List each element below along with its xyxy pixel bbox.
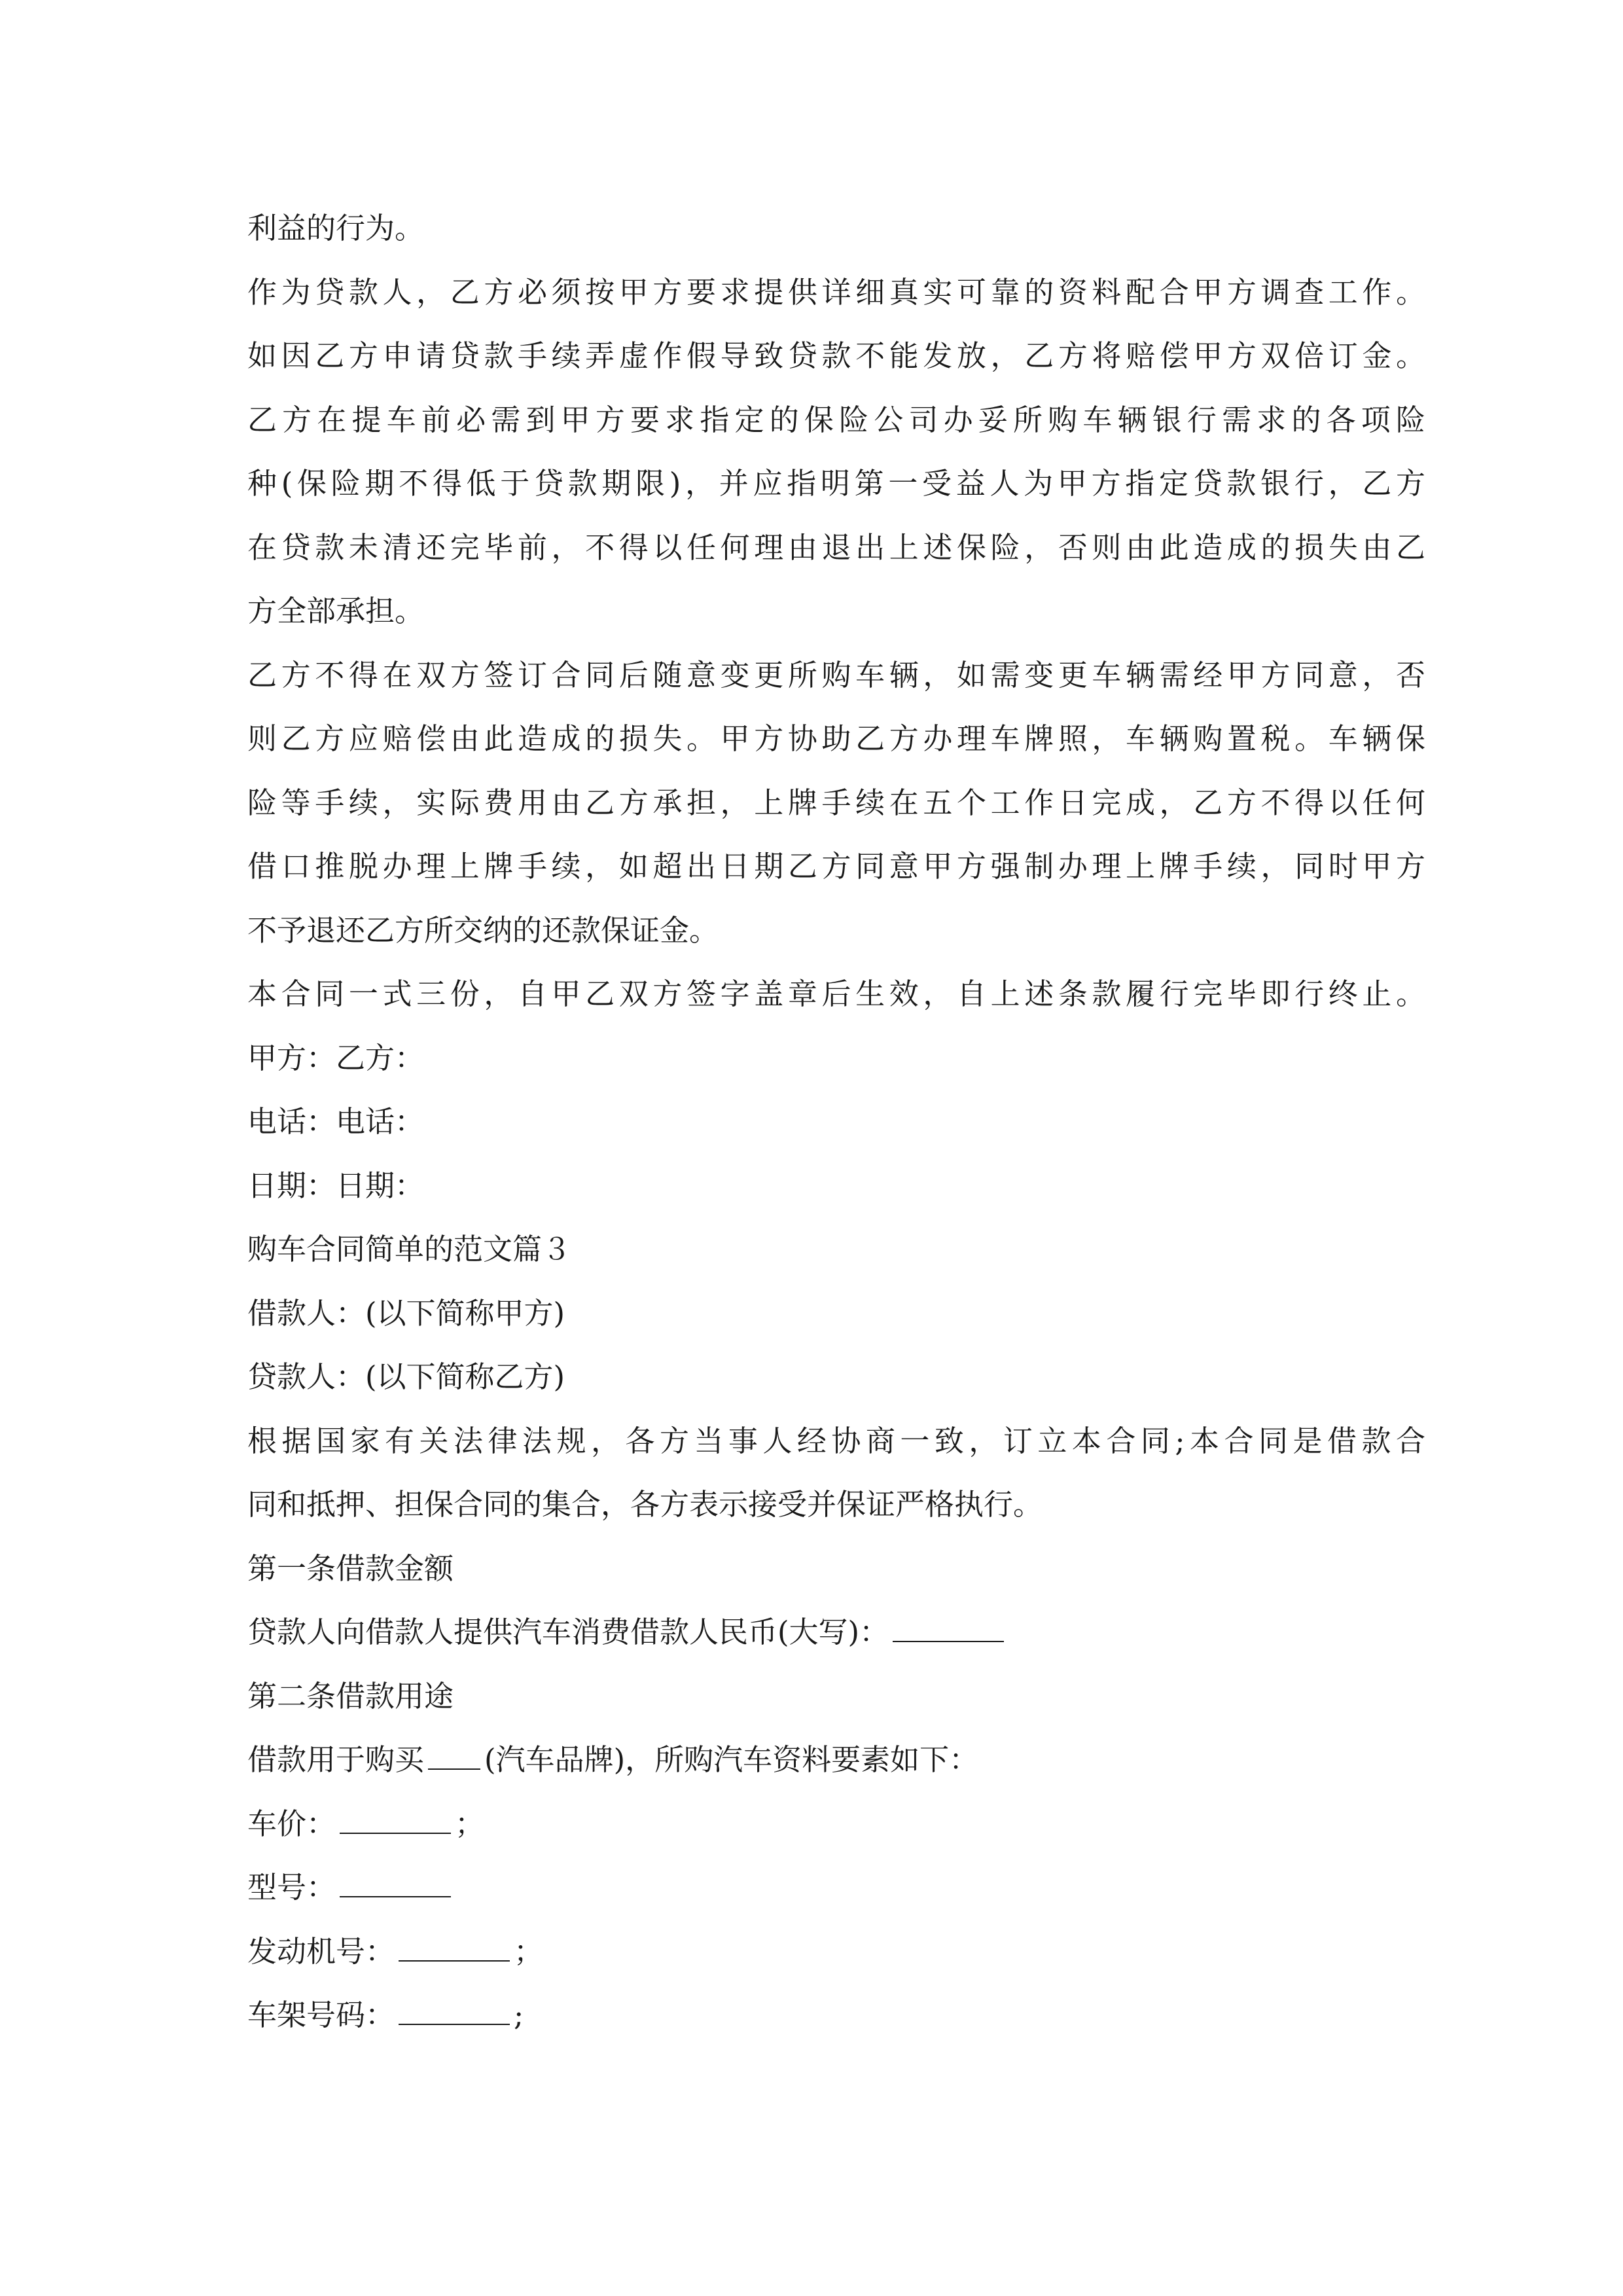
lender-line: 贷款人：(以下简称乙方) <box>247 1359 565 1394</box>
purpose-label: 借款用于购买 <box>247 1742 425 1777</box>
frame-blank <box>399 2001 510 2025</box>
text-line: 则乙方应赔偿由此造成的损失。甲方协助乙方办理车牌照，车辆购置税。车辆保 <box>247 721 1425 756</box>
engine-line <box>247 1920 1425 1984</box>
loan-amount-blank <box>893 1619 1004 1642</box>
section-heading: 购车合同简单的范文篇３ <box>247 1232 572 1266</box>
engine-label: 发动机号： <box>247 1933 395 1969</box>
signature-phone-line: 电话：电话： <box>247 1104 425 1139</box>
text-line: 如因乙方申请贷款手续弄虚作假导致贷款不能发放，乙方将赔偿甲方双倍订金。 <box>247 338 1425 373</box>
text-line: 乙方不得在双方签订合同后随意变更所购车辆，如需变更车辆需经甲方同意，否 <box>247 657 1425 692</box>
frame-line <box>247 1983 1425 2047</box>
model-line <box>247 1856 1425 1920</box>
car-brand-blank <box>428 1746 480 1770</box>
frame-label: 车架号码： <box>247 1998 395 2032</box>
purpose-suffix: (汽车品牌)，所购汽车资料要素如下： <box>484 1742 979 1777</box>
frame-suffix: ; <box>514 1998 524 2032</box>
article-heading: 第二条借款用途 <box>247 1678 454 1713</box>
text-line: 利益的行为。 <box>247 211 425 245</box>
signature-party-line: 甲方：乙方： <box>247 1040 425 1075</box>
model-blank <box>340 1874 451 1897</box>
text-line: 同和抵押、担保合同的集合，各方表示接受并保证严格执行。 <box>247 1487 1043 1522</box>
text-line: 种(保险期不得低于贷款期限)，并应指明第一受益人为甲方指定贷款银行，乙方 <box>247 466 1425 501</box>
text-line: 根据国家有关法律法规，各方当事人经协商一致，订立本合同;本合同是借款合 <box>247 1423 1425 1458</box>
text-line: 本合同一式三份，自甲乙双方签字盖章后生效，自上述条款履行完毕即行终止。 <box>247 977 1425 1011</box>
loan-amount-label: 贷款人向借款人提供汽车消费借款人民币(大写)： <box>247 1615 889 1649</box>
car-price-blank <box>340 1810 451 1834</box>
car-price-label: 车价： <box>247 1806 336 1841</box>
borrower-line: 借款人：(以下简称甲方) <box>247 1295 565 1331</box>
signature-date-line: 日期：日期： <box>247 1168 425 1203</box>
text-line: 方全部承担。 <box>247 594 425 628</box>
engine-blank <box>399 1938 510 1962</box>
text-line: 乙方在提车前必需到甲方要求指定的保险公司办妥所购车辆银行需求的各项险 <box>247 402 1425 437</box>
document-body <box>247 196 1425 2047</box>
loan-amount-line <box>247 1600 1425 1664</box>
text-line: 不予退还乙方所交纳的还款保证金。 <box>247 912 719 948</box>
article-heading: 第一条借款金额 <box>247 1551 454 1586</box>
model-label: 型号： <box>247 1870 336 1905</box>
text-line: 在贷款未清还完毕前，不得以任何理由退出上述保险，否则由此造成的损失由乙 <box>247 529 1425 565</box>
purpose-line <box>247 1728 1425 1792</box>
text-line: 作为贷款人，乙方必须按甲方要求提供详细真实可靠的资料配合甲方调查工作。 <box>247 274 1425 310</box>
car-price-suffix: ； <box>455 1806 485 1841</box>
car-price-line <box>247 1792 1425 1856</box>
text-line: 险等手续，实际费用由乙方承担，上牌手续在五个工作日完成，乙方不得以任何 <box>247 785 1425 820</box>
engine-suffix: ； <box>514 1933 544 1969</box>
text-line: 借口推脱办理上牌手续，如超出日期乙方同意甲方强制办理上牌手续，同时甲方 <box>247 849 1425 884</box>
